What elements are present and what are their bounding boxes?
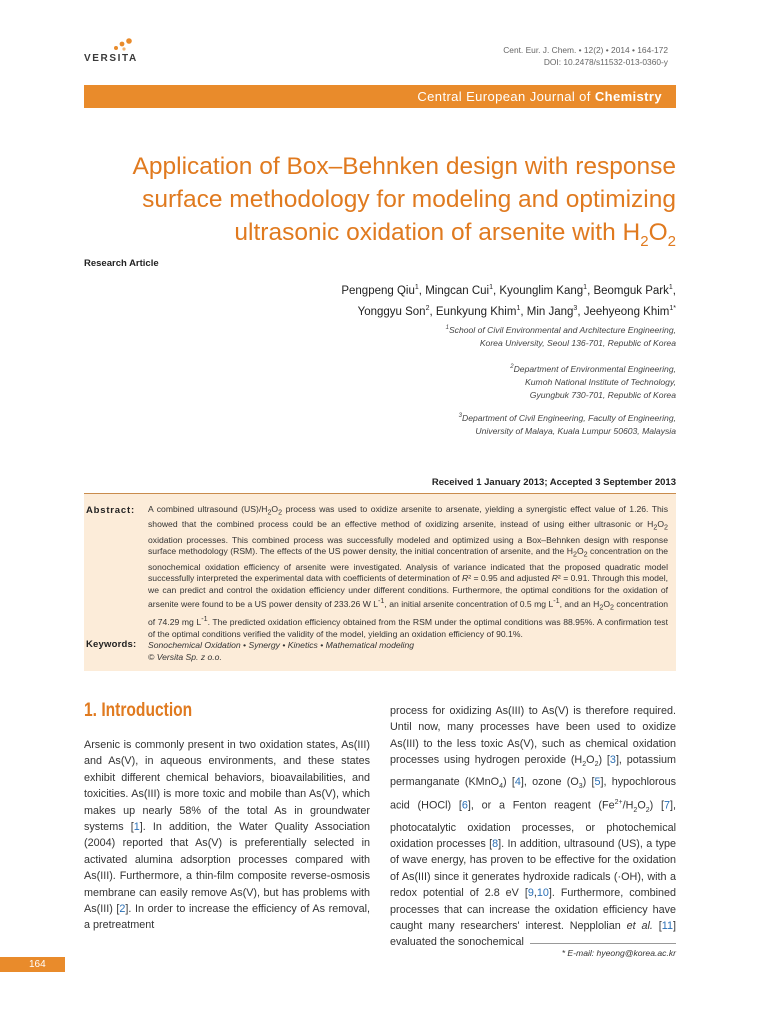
body-column-right: process for oxidizing As(III) to As(V) is therefore required. Until now, many processes have been used to oxidize As(III) to the less toxic As(V), such as chemical oxidation processes using hydrogen peroxide $(H_2O_2)$ [3], potassium permanganate (KMnO$_4$) [4], ozone $(O_3)$ [5], hypochlorous acid (HOCl) [6], or a Fenton reagent $(Fe^{2+}/H_2O_2)$ [7], photocatalytic oxidation processes, or photochemical oxidation processes [8]. In addition, ultrasound (US), a type of wave energy, has proven to be effective for the oxidation of As(III) since it generates hydroxide radicals (·OH), with a redox potential of 2.8 eV [9,10]. Furthermore, combined processes that can increase the oxidation efficiency have caught many researchers' interest. Nepplolian et al. [11] evaluated the sonochemical [390,705,677,949]
journal-name-subject: Chemistry [594,89,662,104]
citation-link[interactable]: 1 [133,821,140,834]
author-name: Beomguk Park [593,284,669,297]
body-column-left: Arsenic is commonly present in two oxidation states, As(III) and As(V), in aqueous environments, and these states exhibit different chemical behaviors, bioavailabilities, and toxicities. As(III) is more toxic and mobile than As(V), which makes up nearly 58% of the total As in groundwater systems [1]. In addition, the Water Quality Association (2004) reported that As(V) is preferentially selected in activated alumina adsorption processes compared with As(III). Furthermore, a thin-film composite reverse-osmosis membrane can easily remove As(V), but has problems with As(III) [2]. In order to increase the efficiency of As removal, a pretreatment [84,739,370,932]
article-title [84,150,676,258]
affiliation-line: University of Malaya, Kuala Lumpur 50603, Malaysia [475,425,676,436]
affiliation-line: Department of Civil Engineering, Faculty of Engineering, [461,412,676,423]
author-name: Kyounglim Kang [499,284,584,297]
author-name: Yonggyu Son [357,305,426,318]
publisher-logo [84,38,164,68]
publisher-name: VERSITA [84,53,138,64]
citation-link[interactable]: 6 [461,799,468,812]
journal-name-prefix: Central European Journal of [417,89,591,104]
journal-banner [84,85,676,108]
affiliation-mark: 2 [510,364,514,370]
keywords-text: Sonochemical Oxidation • Synergy • Kinetics • Mathematical modeling [148,640,415,650]
citation-link[interactable]: 11 [661,919,674,932]
citation-link[interactable]: 5 [594,775,601,788]
author-name: Min Jang [526,305,574,318]
title-oxygen: O [648,219,668,246]
affiliation [459,410,676,438]
affiliation-line: Department of Environmental Engineering, [513,363,676,374]
title-line-2: surface methodology for modeling and optimizing [142,186,676,213]
title-subscript: 2 [640,232,649,250]
article-type: Research Article [84,258,159,269]
copyright-notice: © Versita Sp. z o.o. [148,652,222,662]
citation-line: Cent. Eur. J. Chem. • 12(2) • 2014 • 164-172 [503,45,668,55]
author-mark: 1 [668,284,673,291]
author-name: Pengpeng Qiu [341,284,415,297]
title-subscript: 2 [667,232,676,250]
abstract-label: Abstract: [86,505,135,516]
section-heading: 1. Introduction [84,700,193,721]
publisher-logo-icon [112,38,136,52]
author-mark: 1 [516,304,521,312]
citation-link[interactable]: 7 [663,799,670,812]
affiliation [510,361,676,402]
affiliation-line: Gyungbuk 730-701, Republic of Korea [529,389,676,400]
footnote-divider [530,943,676,944]
abstract-box [84,493,676,671]
journal-name [417,89,662,104]
author-list: Pengpeng Qiu$^1$, Mingcan Cui$^1$, Kyounglim Kang$^1$, Beomguk Park$^1$, Yonggyu Son$^2$, Eunkyung Khim$^1$, Min Jang$^3$, Jeehyeong Khim$^{1*}$ [341,284,676,318]
affiliation-line: Kumoh National Institute of Technology, [525,376,676,387]
affiliation-mark: 3 [458,413,462,419]
author-name: Mingcan Cui [425,284,490,297]
citation-link[interactable]: 10 [536,887,549,900]
affiliation-line: School of Civil Environmental and Architecture Engineering, [448,324,676,335]
author-mark: 2 [425,304,430,312]
page-number-tab [0,957,65,972]
citation-link[interactable]: 9 [527,887,534,900]
affiliation [446,322,676,350]
title-line-3: ultrasonic oxidation of arsenite with H [234,219,641,246]
abstract-text: A combined ultrasound $(US)/H_2O_2$ process was used to oxidize arsenite to arsenate, yielding a synergistic effect value of 1.26. This showed that the combined process could be an effective method of oxidizing arsenite, instead of using either ultrasonic or $H_2O_2$ oxidation processes. This combined process was successfully modeled and optimized using a Box–Behnken design with response surface methodology (RSM). The effects of the US power density, the initial concentration of arsenite, and the $H_2O_2$ concentration on the sonochemical oxidation efficiency of arsenite were investigated. Analysis of variance indicated that the proposed quadratic model successfully interpreted the experimental data with coefficients of determination of R² = 0.95 and adjusted R² = 0.91. Through this model, we can predict and control the oxidation efficiency under different conditions. Furthermore, the optimal conditions for the oxidation of arsenite were found to be a US power density of 233.26 W $L^{-1}$, an initial arsenite concentration of 0.5 mg $L^{-1}$, and an $H_2O_2$ concentration of 74.29 mg $L^{-1}$. The predicted oxidation efficiency obtained from the RSM under the optimal conditions was 88.95%. A confirmation test of the optimal conditions verified the validity of the model, yielding an oxidation efficiency of 90.1%. [148,504,669,639]
page-number: 164 [29,959,46,970]
author-mark: 1 [489,284,494,291]
doi-line: DOI: 10.2478/s11532-013-0360-y [543,57,668,67]
citation-link[interactable]: 8 [492,837,499,850]
citation-link[interactable]: 2 [119,903,126,916]
title-line-1: Application of Box–Behnken design with response [132,153,676,180]
affiliation-mark: 1 [445,325,449,331]
author-name: Eunkyung Khim [435,305,517,318]
author-mark: 1 [414,284,419,291]
author-mark: 1 [583,284,588,291]
citation-link[interactable]: 3 [609,754,616,767]
citation-block [503,44,668,68]
author-name: Jeehyeong Khim [583,305,670,318]
author-mark: 1* [669,304,676,312]
received-dates: Received 1 January 2013; Accepted 3 September 2013 [431,477,676,488]
corresponding-author-email: * E-mail: hyeong@korea.ac.kr [561,948,676,958]
author-mark: 3 [573,304,578,312]
citation-link[interactable]: 4 [514,775,521,788]
keywords-label: Keywords: [86,639,137,650]
affiliation-line: Korea University, Seoul 136-701, Republic of Korea [479,337,676,348]
